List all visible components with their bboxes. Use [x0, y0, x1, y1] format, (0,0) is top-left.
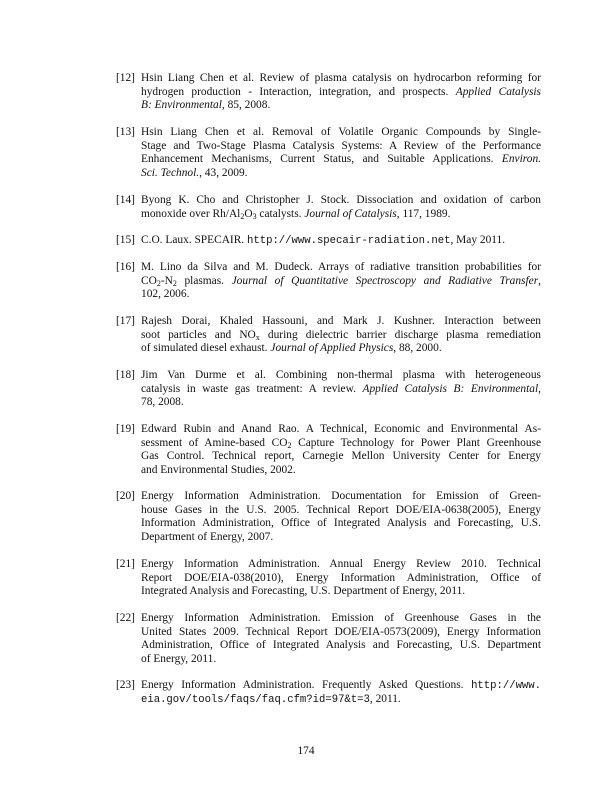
reference-label: [19] [116, 423, 135, 435]
reference-text: of simulated diesel exhaust. [141, 342, 271, 354]
reference-line [141, 329, 541, 343]
reference-label: [18] [116, 369, 135, 381]
reference-line [141, 261, 541, 275]
reference-line [141, 464, 541, 478]
reference-text: Administration, Office of Integrated Analysis and Forecasting, U.S. Department [141, 639, 541, 651]
reference-line [141, 437, 541, 451]
reference-text: house Gases in the U.S. 2005. Technical Report DOE/EIA-0638(2005), Energy [141, 503, 541, 516]
reference-label: [21] [116, 558, 135, 570]
reference-label: [17] [116, 315, 135, 327]
reference-text: , 2011. [369, 692, 401, 705]
reference-line [141, 288, 541, 302]
reference-line [141, 450, 541, 464]
subscript: 2 [287, 440, 292, 450]
url-link[interactable]: http://www. [471, 680, 541, 692]
reference-line [141, 626, 541, 640]
reference-line [141, 531, 541, 545]
reference-line [141, 194, 541, 208]
reference-text: United States 2009. Technical Report DOE/EIA-0573(2009), Energy Information [141, 625, 541, 638]
reference-text: Information Administration, Office of Integrated Analysis and Forecasting, U.S. [141, 517, 541, 529]
reference-line [141, 208, 541, 222]
reference-line [141, 369, 541, 383]
reference-text: , [538, 274, 541, 287]
reference-text: C.O. Laux. SPECAIR. [141, 234, 248, 246]
reference-label: [23] [116, 679, 135, 691]
reference-label: [12] [116, 72, 135, 84]
reference-line [141, 693, 541, 707]
reference-text: hydrogen production - Interaction, integration, and prospects. [141, 85, 456, 98]
reference-text: plasmas. [176, 274, 232, 287]
reference-line [141, 234, 541, 248]
reference-line [141, 315, 541, 329]
reference-text: monoxide over Rh/Al [141, 207, 241, 220]
reference-line [141, 423, 541, 437]
journal-title: Journal of Applied Physics [270, 342, 394, 354]
reference-line [141, 517, 541, 531]
reference-line [141, 153, 541, 167]
reference-label: [16] [116, 261, 135, 273]
reference-label: [15] [116, 234, 135, 246]
reference-line [141, 126, 541, 140]
journal-title: Environ. [501, 153, 541, 165]
reference-text: Rajesh Dorai, Khaled Hassouni, and Mark J. Kushner. Interaction between [141, 315, 541, 327]
reference-text: , [538, 382, 542, 395]
reference-text: -N [160, 274, 173, 287]
reference-label: [20] [116, 490, 135, 502]
reference-text: Stage and Two-Stage Plasma Catalysis Systems: A Review of the Performance [141, 139, 541, 152]
reference-text: Energy Information Administration. Annual Energy Review 2010. Technical [141, 558, 541, 570]
reference-line [141, 396, 541, 410]
reference-line [141, 612, 541, 626]
reference-line [141, 342, 541, 356]
reference-text: 102, 2006. [141, 288, 190, 300]
journal-title: B: Environmental [141, 99, 222, 111]
subscript: 2 [240, 211, 245, 221]
reference-line [141, 72, 541, 86]
reference-text: M. Lino da Silva and M. Dudeck. Arrays of radiative transition probabilities for [141, 261, 541, 273]
reference-line [141, 383, 541, 397]
reference-text: Integrated Analysis and Forecasting, U.S. Department of Energy, 2011. [141, 585, 466, 597]
reference-text: during dielectric barrier discharge plasma remediation [259, 328, 541, 341]
reference-text: CO [141, 274, 157, 287]
reference-label: [14] [116, 194, 135, 206]
reference-text: catalysis in waste gas treatment: A review. [141, 382, 363, 395]
reference-line [141, 572, 541, 586]
reference-line [141, 653, 541, 667]
reference-text: Edward Rubin and Anand Rao. A Technical, Economic and Environmental As- [141, 423, 541, 435]
reference-text: Energy Information Administration. Documentation for Emission of Green- [141, 490, 541, 502]
subscript: 2 [172, 278, 177, 288]
reference-line [141, 585, 541, 599]
journal-title: Applied Catalysis B: Environmental [362, 382, 539, 395]
url-link[interactable]: eia.gov/tools/faqs/faq.cfm?id=97&t=3 [141, 693, 370, 706]
reference-text: Capture Technology for Power Plant Greenhouse [291, 436, 542, 449]
reference-text: 78, 2008. [141, 396, 184, 408]
reference-line [141, 490, 541, 504]
reference-label: [13] [116, 126, 135, 138]
reference-text: , 117, 1989. [396, 207, 451, 220]
reference-text: Jim Van Durme et al. Combining non-thermal plasma with heterogeneous [141, 369, 541, 381]
reference-line [141, 140, 541, 154]
reference-text: Byong K. Cho and Christopher J. Stock. Dissociation and oxidation of carbon [141, 194, 541, 206]
reference-line [141, 86, 541, 100]
reference-line [141, 679, 541, 693]
reference-text: soot particles and NO [141, 328, 256, 341]
reference-text: , 88, 2000. [393, 342, 442, 354]
reference-text: , May 2011. [450, 234, 506, 246]
reference-text: O [244, 207, 253, 220]
reference-line [141, 167, 541, 181]
reference-line [141, 504, 541, 518]
reference-text: Gas Control. Technical report, Carnegie Mellon University Center for Energy [141, 450, 541, 462]
reference-text: Hsin Liang Chen et al. Review of plasma catalysis on hydrocarbon reforming for [141, 72, 541, 84]
reference-line [141, 639, 541, 653]
reference-text: Enhancement Mechanisms, Current Status, and Suitable Applications. [141, 153, 502, 165]
reference-text: catalysts. [256, 207, 305, 220]
journal-title: Applied Catalysis [455, 85, 541, 98]
reference-text: , 43, 2009. [199, 166, 248, 179]
page-number: 174 [297, 745, 315, 757]
reference-text: Energy Information Administration. Frequently Asked Questions. [141, 679, 472, 691]
reference-line [141, 558, 541, 572]
subscript: 2 [156, 278, 161, 288]
subscript: x [255, 332, 260, 342]
reference-line [141, 275, 541, 289]
reference-label: [22] [116, 612, 135, 624]
journal-title: Journal of Catalysis [304, 207, 397, 220]
reference-text: and Environmental Studies, 2002. [141, 463, 296, 476]
journal-title: Sci. Technol. [141, 166, 200, 179]
reference-text: sessment of Amine-based CO [141, 436, 288, 449]
reference-text: of Energy, 2011. [141, 652, 217, 665]
reference-text: Department of Energy, 2007. [141, 530, 274, 543]
journal-title: Journal of Quantitative Spectroscopy and Radiative Transfer [231, 274, 539, 287]
reference-text: Hsin Liang Chen et al. Removal of Volatile Organic Compounds by Single- [141, 126, 541, 138]
reference-text: , 85, 2008. [221, 99, 271, 111]
subscript: 3 [252, 211, 257, 221]
reference-line [141, 99, 541, 113]
reference-text: Energy Information Administration. Emission of Greenhouse Gases in the [141, 612, 541, 624]
reference-text: Report DOE/EIA-038(2010), Energy Information Administration, Office of [141, 571, 541, 584]
url-link[interactable]: http://www.specair-radiation.net [247, 235, 451, 247]
